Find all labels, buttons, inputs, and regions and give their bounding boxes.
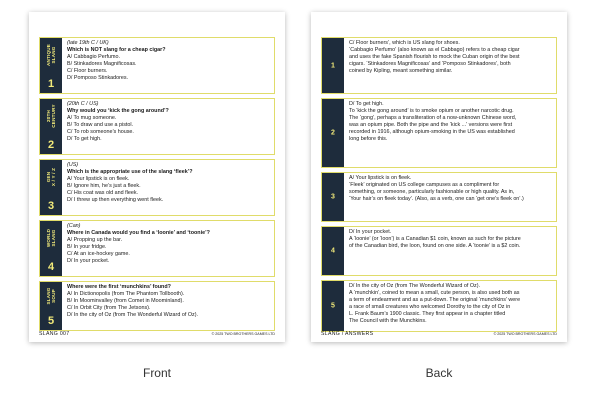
answer-line: a term of endearment and as a put-down. The original ‘munchkins’ were	[349, 297, 521, 303]
answer-line: D/ In your pocket.	[349, 229, 392, 235]
answer-option: D/ I threw up then everything went fleek.	[67, 197, 164, 203]
answer-number-4: 4	[331, 247, 335, 255]
answer-content-4	[349, 229, 553, 250]
answer-line: D/ To get high.	[349, 101, 384, 107]
answer-content-5	[349, 283, 553, 325]
answer-line: something, or someone, particularly fashionable or high quality. As in,	[349, 189, 515, 195]
answer-number-2: 2	[331, 129, 335, 137]
answer-tab-1	[322, 38, 344, 93]
category-label-2: 20TH CENTURY	[46, 103, 56, 128]
question-text: Why would you ‘kick the gong around’?	[67, 108, 169, 114]
category-label-4: WORLD SLANG	[46, 228, 56, 247]
card-id: SLANG / ANSWERS	[321, 331, 374, 337]
answer-option: C/ Floor burners.	[67, 68, 108, 74]
answer-line: A/ Your lipstick is on fleek.	[349, 175, 412, 181]
answer-line: recorded in 1916, although opium-smoking in the US was established	[349, 129, 515, 135]
category-tab-1	[40, 38, 62, 93]
answer-line: To ‘kick the gong around’ is to smoke opium or another narcotic drug.	[349, 108, 514, 114]
answer-line: The Council with the Munchkins.	[349, 318, 427, 324]
answer-line: D/ In the city of Oz (from The Wonderful Wizard of Oz).	[349, 283, 481, 289]
answer-option: A/ Your lipstick is on fleek.	[67, 176, 130, 182]
question-content-2	[67, 101, 271, 143]
answer-number-1: 1	[331, 62, 335, 69]
answer-line: of the Canadian bird, the loon, found on one side. A ‘toonie’ is a $2 coin.	[349, 243, 521, 249]
question-row-3	[39, 159, 275, 216]
question-content-3	[67, 162, 271, 204]
answer-line: a race of small creatures who welcomed Dorothy to the city of Oz in	[349, 304, 511, 310]
category-label-3: GEN X / Y / Z	[46, 167, 56, 186]
answer-tab-3	[322, 173, 344, 221]
answer-tab-4	[322, 227, 344, 275]
answer-row-3	[321, 172, 557, 222]
back-card	[311, 12, 567, 342]
category-tab-5	[40, 282, 62, 330]
answer-row-4	[321, 226, 557, 276]
answer-line: was an opium pipe. Both the pipe and the ‘kick ...’ versions were first	[349, 122, 513, 128]
question-meta: (US)	[67, 162, 79, 168]
answer-line: ‘Your hair’s on fleek today’. (Also, as a verb, one can ‘get one’s fleek on’.)	[349, 196, 524, 202]
answer-option: D/ Pomposo Stinkadores.	[67, 75, 129, 81]
card-id: SLANG 007	[39, 331, 70, 337]
back-caption: Back	[425, 366, 453, 380]
answer-line: coined by Kipling, meant something similar.	[349, 68, 453, 74]
answer-content-1	[349, 40, 553, 75]
answer-option: D/ To get high.	[67, 136, 102, 142]
answer-line: A ‘loonie’ (or ‘loon’) is a Canadian $1 coin, known as such for the picture	[349, 236, 521, 242]
question-content-1	[67, 40, 271, 82]
copyright: © 2025 TWO BROTHERS GAMES LTD	[211, 332, 275, 336]
answer-option: C/ At an ice-hockey game.	[67, 251, 130, 257]
category-number-5: 5	[47, 315, 55, 327]
answer-row-5	[321, 280, 557, 332]
card-footer	[321, 331, 557, 337]
answer-option: C/ His coat was old and fleek.	[67, 190, 139, 196]
answer-line: The ‘gong’, perhaps a transliteration of a now-unknown Chinese word,	[349, 115, 517, 121]
category-number-4: 4	[47, 261, 55, 273]
answer-line: L. Frank Baum’s 1900 classic. They first appear in a chapter titled	[349, 311, 506, 317]
card-footer	[39, 331, 275, 337]
category-number-3: 3	[47, 200, 55, 212]
question-row-1	[39, 37, 275, 94]
answer-row-2	[321, 98, 557, 168]
answer-line: and uses the fake Spanish flourish to mock the Cuban origin of the best	[349, 54, 520, 60]
answer-line: ‘Cabbagio Perfumo’ (also known as el Cabbago) refers to a cheap cigar	[349, 47, 520, 53]
category-label-5: SLANG SOUP	[46, 287, 56, 305]
answer-option: B/ In your fridge.	[67, 244, 107, 250]
answer-tab-5	[322, 281, 344, 331]
answer-line: A ‘munchkin’, coined to mean a small, cute person, is also used both as	[349, 290, 520, 296]
answer-option: A/ To mug someone.	[67, 115, 117, 121]
answer-option: A/ Cabbagio Perfumo.	[67, 54, 121, 60]
answer-option: B/ Ignore him, he’s just a fleek.	[67, 183, 141, 189]
question-text: Which is the appropriate use of the slang ‘fleek’?	[67, 169, 193, 175]
copyright: © 2025 TWO BROTHERS GAMES LTD	[493, 332, 557, 336]
category-tab-2	[40, 99, 62, 154]
answer-line: C/ Floor burners’, which is US slang for shoes.	[349, 40, 460, 46]
category-tab-3	[40, 160, 62, 215]
answer-content-2	[349, 101, 553, 143]
answer-line: ‘Fleek’ originated on US college campuses as a compliment for	[349, 182, 500, 188]
answer-option: A/ Propping up the bar.	[67, 237, 123, 243]
answer-number-5: 5	[331, 302, 335, 310]
answer-content-3	[349, 175, 553, 203]
question-meta: (late 19th C / UK)	[67, 40, 109, 46]
category-number-1: 1	[47, 78, 55, 90]
answer-option: C/ To rob someone’s house.	[67, 129, 134, 135]
question-row-4	[39, 220, 275, 277]
answer-line: long before this.	[349, 136, 388, 142]
question-meta: (Can)	[67, 223, 81, 229]
question-row-2	[39, 98, 275, 155]
question-text: Where were the first ‘munchkins’ found?	[67, 284, 171, 290]
question-text: Where in Canada would you find a ‘loonie’ and ‘toonie’?	[67, 230, 210, 236]
answer-row-1	[321, 37, 557, 94]
answer-tab-2	[322, 99, 344, 167]
category-label-1: ANTIQUE SLANG	[46, 43, 56, 66]
answer-line: cigars. ‘Stinkadores Magnificosas’ and ‘Pomposo Stinkadores’, both	[349, 61, 511, 67]
question-row-5	[39, 281, 275, 331]
category-number-2: 2	[47, 139, 55, 151]
question-text: Which is NOT slang for a cheap cigar?	[67, 47, 166, 53]
answer-number-3: 3	[331, 193, 335, 201]
question-meta: (20th C / US)	[67, 101, 99, 107]
category-tab-4	[40, 221, 62, 276]
question-content-5	[67, 284, 271, 319]
answer-option: D/ In the city of Oz (from The Wonderful Wizard of Oz).	[67, 312, 199, 318]
question-content-4	[67, 223, 271, 265]
answer-option: B/ Stinkadores Magnificosas.	[67, 61, 137, 67]
front-caption: Front	[142, 366, 171, 380]
answer-option: B/ In Moominvalley (from Comet in Moominland).	[67, 298, 184, 304]
answer-option: D/ In your pocket.	[67, 258, 110, 264]
answer-option: C/ In Orbit City (from The Jetsons).	[67, 305, 151, 311]
answer-option: A/ In Dictionopolis (from The Phantom Tollbooth).	[67, 291, 185, 297]
answer-option: B/ To draw and use a pistol.	[67, 122, 134, 128]
front-card	[29, 12, 285, 342]
